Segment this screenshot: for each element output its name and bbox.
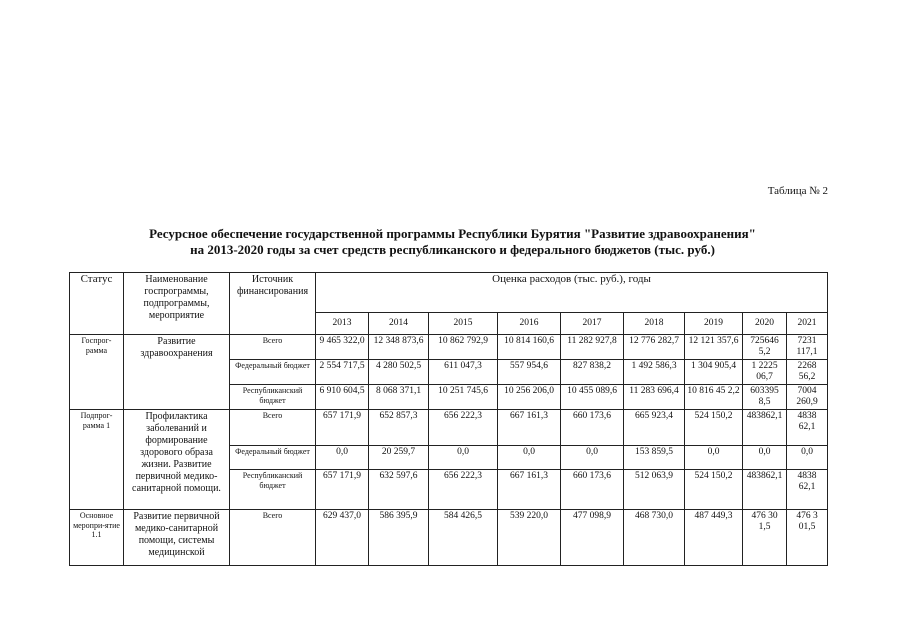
program-name-cell: Развитие первичной медико-санитарной помощи, системы медицинской — [124, 510, 230, 566]
table-row — [70, 510, 828, 566]
value-cell: 660 173,6 — [561, 410, 624, 446]
value-cell: 10 256 206,0 — [498, 385, 561, 410]
value-cell: 0,0 — [685, 446, 743, 470]
value-cell: 10 455 089,6 — [561, 385, 624, 410]
value-cell: 660 173,6 — [561, 470, 624, 510]
value-cell: 7004 260,9 — [787, 385, 828, 410]
value-cell: 468 730,0 — [624, 510, 685, 566]
document-title — [0, 226, 905, 258]
value-cell: 603395 8,5 — [743, 385, 787, 410]
value-cell: 476 3 01,5 — [787, 510, 828, 566]
value-cell: 10 251 745,6 — [429, 385, 498, 410]
value-cell: 6 910 604,5 — [316, 385, 369, 410]
value-cell: 0,0 — [498, 446, 561, 470]
title-line-1: Ресурсное обеспечение государственной программы Республики Бурятия "Развитие здравоохранения" — [149, 226, 756, 241]
year-header: 2019 — [685, 313, 743, 335]
value-cell: 0,0 — [429, 446, 498, 470]
year-header: 2015 — [429, 313, 498, 335]
value-cell: 0,0 — [787, 446, 828, 470]
value-cell: 12 776 282,7 — [624, 335, 685, 360]
header-estimate: Оценка расходов (тыс. руб.), годы — [316, 273, 828, 313]
value-cell: 0,0 — [743, 446, 787, 470]
header-status: Статус — [70, 273, 124, 335]
table-row — [70, 410, 828, 446]
year-header: 2021 — [787, 313, 828, 335]
table-number-label: Таблица № 2 — [767, 185, 828, 197]
header-name: Наименование госпрограммы, подпрограммы, мероприятие — [124, 273, 230, 335]
value-cell: 12 348 873,6 — [369, 335, 429, 360]
value-cell: 557 954,6 — [498, 360, 561, 385]
value-cell: 476 30 1,5 — [743, 510, 787, 566]
funding-source-cell: Федеральный бюджет — [230, 360, 316, 385]
value-cell: 656 222,3 — [429, 470, 498, 510]
table-body — [70, 335, 828, 566]
value-cell: 629 437,0 — [316, 510, 369, 566]
status-cell: Госпрог-рамма — [70, 335, 124, 410]
value-cell: 12 121 357,6 — [685, 335, 743, 360]
value-cell: 10 862 792,9 — [429, 335, 498, 360]
value-cell: 7231 117,1 — [787, 335, 828, 360]
value-cell: 657 171,9 — [316, 410, 369, 446]
value-cell: 512 063,9 — [624, 470, 685, 510]
value-cell: 652 857,3 — [369, 410, 429, 446]
value-cell: 584 426,5 — [429, 510, 498, 566]
value-cell: 477 098,9 — [561, 510, 624, 566]
value-cell: 611 047,3 — [429, 360, 498, 385]
funding-source-cell: Всего — [230, 510, 316, 566]
value-cell: 665 923,4 — [624, 410, 685, 446]
value-cell: 483862,1 — [743, 470, 787, 510]
value-cell: 0,0 — [316, 446, 369, 470]
value-cell: 4 280 502,5 — [369, 360, 429, 385]
value-cell: 11 283 696,4 — [624, 385, 685, 410]
value-cell: 667 161,3 — [498, 410, 561, 446]
value-cell: 153 859,5 — [624, 446, 685, 470]
year-header: 2020 — [743, 313, 787, 335]
funding-source-cell: Республиканский бюджет — [230, 385, 316, 410]
value-cell: 483862,1 — [743, 410, 787, 446]
value-cell: 656 222,3 — [429, 410, 498, 446]
value-cell: 4838 62,1 — [787, 470, 828, 510]
value-cell: 2268 56,2 — [787, 360, 828, 385]
year-header: 2018 — [624, 313, 685, 335]
value-cell: 8 068 371,1 — [369, 385, 429, 410]
value-cell: 0,0 — [561, 446, 624, 470]
value-cell: 667 161,3 — [498, 470, 561, 510]
funding-source-cell: Всего — [230, 335, 316, 360]
status-cell: Подпрог-рамма 1 — [70, 410, 124, 510]
value-cell: 10 814 160,6 — [498, 335, 561, 360]
value-cell: 20 259,7 — [369, 446, 429, 470]
value-cell: 827 838,2 — [561, 360, 624, 385]
year-header: 2017 — [561, 313, 624, 335]
value-cell: 2 554 717,5 — [316, 360, 369, 385]
value-cell: 11 282 927,8 — [561, 335, 624, 360]
value-cell: 1 2225 06,7 — [743, 360, 787, 385]
program-name-cell: Развитие здравоохранения — [124, 335, 230, 410]
value-cell: 539 220,0 — [498, 510, 561, 566]
value-cell: 1 304 905,4 — [685, 360, 743, 385]
value-cell: 725646 5,2 — [743, 335, 787, 360]
year-header: 2014 — [369, 313, 429, 335]
value-cell: 1 492 586,3 — [624, 360, 685, 385]
header-source: Источник финансирования — [230, 273, 316, 335]
value-cell: 9 465 322,0 — [316, 335, 369, 360]
value-cell: 10 816 45 2,2 — [685, 385, 743, 410]
funding-source-cell: Федеральный бюджет — [230, 446, 316, 470]
program-name-cell: Профилактика заболеваний и формирование здорового образа жизни. Развитие первичной медико-санитарной помощи. — [124, 410, 230, 510]
value-cell: 487 449,3 — [685, 510, 743, 566]
status-cell: Основное меропри-ятие 1.1 — [70, 510, 124, 566]
resource-table — [69, 272, 828, 566]
value-cell: 657 171,9 — [316, 470, 369, 510]
value-cell: 4838 62,1 — [787, 410, 828, 446]
year-header: 2016 — [498, 313, 561, 335]
value-cell: 586 395,9 — [369, 510, 429, 566]
table-row — [70, 335, 828, 360]
value-cell: 524 150,2 — [685, 410, 743, 446]
title-line-2: на 2013-2020 годы за счет средств республиканского и федерального бюджетов (тыс. руб.) — [190, 242, 715, 257]
funding-source-cell: Республиканский бюджет — [230, 470, 316, 510]
value-cell: 524 150,2 — [685, 470, 743, 510]
funding-source-cell: Всего — [230, 410, 316, 446]
year-header: 2013 — [316, 313, 369, 335]
value-cell: 632 597,6 — [369, 470, 429, 510]
